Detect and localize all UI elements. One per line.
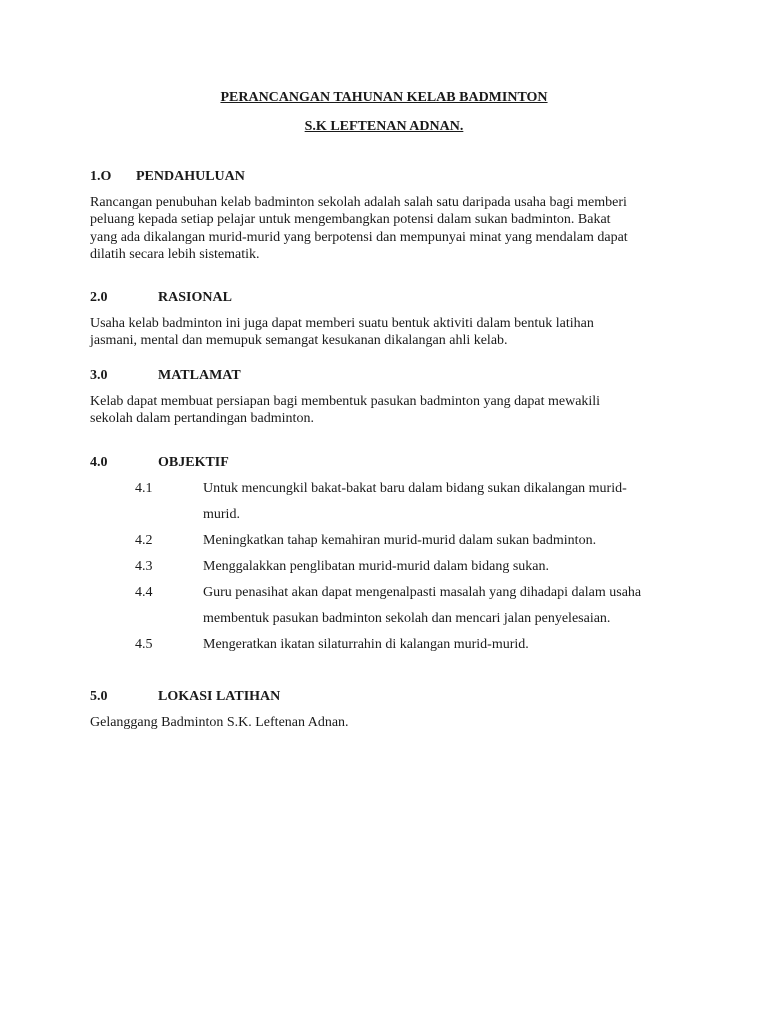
document-title: PERANCANGAN TAHUNAN KELAB BADMINTON (220, 90, 548, 105)
section-title: OBJEKTIF (158, 455, 229, 470)
section-paragraph-matlamat (90, 393, 690, 428)
section-paragraph-rasional (90, 315, 690, 350)
section-title: LOKASI LATIHAN (158, 689, 281, 704)
paragraph-line: jasmani, mental dan memupuk semangat kesukanan dikalangan ahli kelab. (90, 333, 508, 349)
objective-line: Menggalakkan penglibatan murid-murid dalam bidang sukan. (203, 559, 550, 574)
section-title: PENDAHULUAN (136, 169, 245, 184)
objective-line: Untuk mencungkil bakat-bakat baru dalam bidang sukan dikalangan murid- (203, 481, 627, 496)
section-paragraph-pendahuluan (90, 194, 690, 264)
objective-number: 4.4 (135, 585, 153, 600)
section-number: 3.0 (90, 368, 108, 383)
section-number: 2.0 (90, 290, 108, 305)
section-title: MATLAMAT (158, 368, 241, 383)
school-name: S.K LEFTENAN ADNAN. (304, 119, 464, 134)
objective-text (203, 584, 693, 628)
paragraph-line: sekolah dalam pertandingan badminton. (90, 411, 314, 427)
objective-line: Guru penasihat akan dapat mengenalpasti masalah yang dihadapi dalam usaha (203, 585, 642, 600)
section-title: RASIONAL (158, 290, 232, 305)
paragraph-line: Usaha kelab badminton ini juga dapat memberi suatu bentuk aktiviti dalam bentuk latihan (90, 316, 594, 331)
objective-number: 4.5 (135, 637, 153, 652)
objective-number: 4.1 (135, 481, 153, 496)
objective-text (203, 532, 693, 550)
objective-line: Mengeratkan ikatan silaturrahin di kalangan murid-murid. (203, 637, 529, 652)
paragraph-line: dilatih secara lebih sistematik. (90, 247, 260, 263)
paragraph-line: Rancangan penubuhan kelab badminton sekolah adalah salah satu daripada usaha bagi memberi (90, 195, 627, 210)
objective-text (203, 558, 693, 576)
section-paragraph-lokasi-latihan (90, 714, 690, 731)
section-number: 5.0 (90, 689, 108, 704)
objective-text (203, 636, 693, 654)
objective-number: 4.2 (135, 533, 153, 548)
objective-text (203, 480, 693, 524)
objective-line: membentuk pasukan badminton sekolah dan mencari jalan penyelesaian. (203, 611, 611, 626)
paragraph-line: peluang kepada setiap pelajar untuk mengembangkan potensi dalam sukan badminton. Bakat (90, 212, 611, 228)
paragraph-line: yang ada dikalangan murid-murid yang berpotensi dan mempunyai minat yang mendalam dapat (90, 229, 628, 245)
objective-number: 4.3 (135, 559, 153, 574)
objective-line: murid. (203, 507, 240, 522)
paragraph-line: Kelab dapat membuat persiapan bagi membentuk pasukan badminton yang dapat mewakili (90, 394, 601, 409)
paragraph-line: Gelanggang Badminton S.K. Leftenan Adnan. (90, 715, 349, 730)
objective-line: Meningkatkan tahap kemahiran murid-murid dalam sukan badminton. (203, 533, 597, 548)
section-number: 4.0 (90, 455, 108, 470)
section-number: 1.O (90, 169, 112, 184)
